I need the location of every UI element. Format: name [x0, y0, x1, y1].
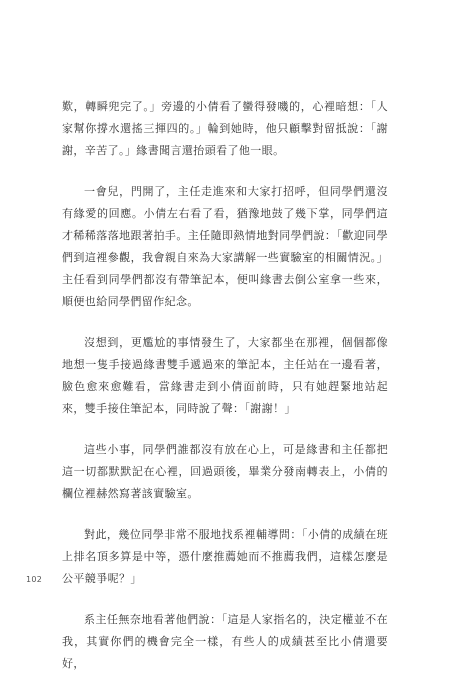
paragraph-3: 沒想到，更尷尬的事情發生了，大家都坐在那裡，個個都像地想一隻手接過緣書雙手遞過來的筆記本，主任站在一邊看著，臉色愈來愈難看，當緣書走到小倩面前時，只有她趕緊地站起來，雙手接住筆記本，同時說了聲：「謝謝！」 [62, 336, 388, 415]
paragraph-5: 對此，幾位同學非常不服地找系裡輔導問：「小倩的成績在班上排名頂多算是中等，憑什麼推薦她而不推薦我們，這樣怎麼是公平競爭呢？」 [62, 528, 388, 585]
paragraph-1: 歎，轉瞬兜完了。」旁邊的小倩看了蠻得發嘰的，心裡暗想：「人家幫你撐水還搖三揮四的。」輪到她時，他只顧擊對留抵說：「謝謝，辛苦了。」緣書聞言還抬頭看了他一眼。 [62, 100, 388, 157]
paragraph-4: 這些小事，同學們誰都沒有放在心上，可是緣書和主任都把這一切都默默記在心裡，回過頭後，畢業分發南轉表上，小倩的欄位裡赫然寫著該實驗室。 [62, 443, 388, 500]
page-number: 102 [26, 575, 43, 584]
body-text [62, 96, 388, 694]
paragraph-6: 系主任無奈地看著他們說：「這是人家指名的，決定權並不在我，其實你們的機會完全一樣，有些人的成績甚至比小倩還要好， [62, 613, 388, 670]
paragraph-2: 一會兒，門開了，主任走進來和大家打招呼，但同學們還沒有緣愛的回應。小倩左右看了看，猶豫地鼓了幾下掌，同學們這才稀稀落落地跟著拍手。主任隨即熱情地對同學們說：「歡迎同學們到這裡參觀，我會親自來為大家講解一些實驗室的相關情況。」主任看到同學們都沒有帶筆記本，便叫緣書去倒公室拿一些來，順便也給同學們留作紀念。 [62, 185, 388, 308]
